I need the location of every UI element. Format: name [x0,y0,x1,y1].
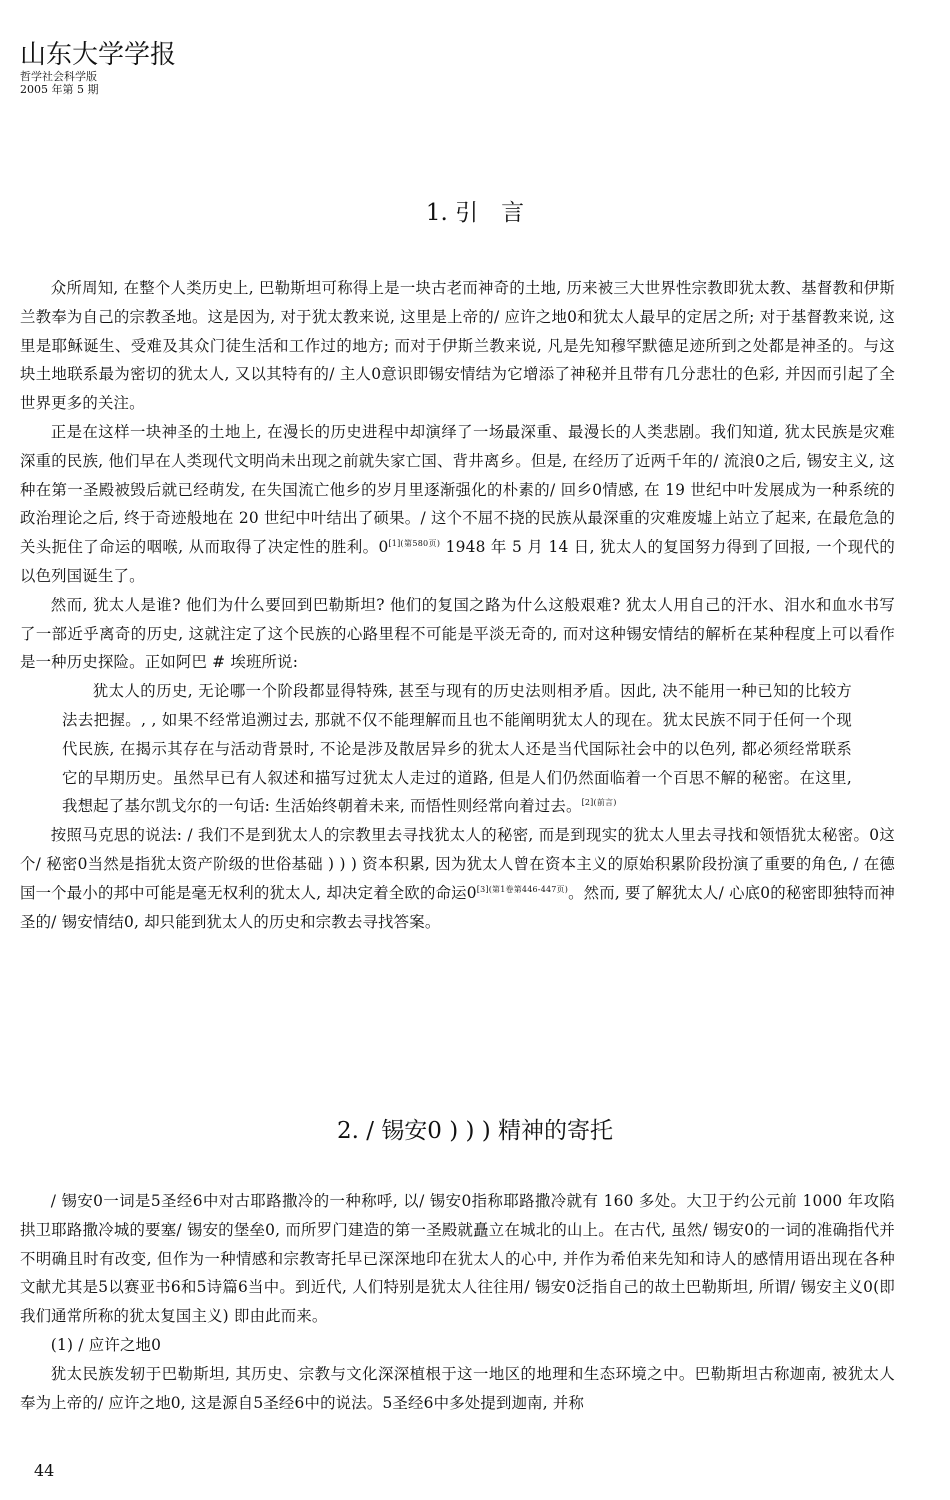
citation-ref: [2](前言) [581,798,617,808]
journal-issue: 2005 年第 5 期 [20,83,99,96]
section-body-zion [20,1187,895,1417]
citation-ref: [1](第580页) [388,539,441,549]
body-paragraph: 然而, 犹太人是谁? 他们为什么要回到巴勒斯坦? 他们的复国之路为什么这般艰难? 犹太人用自己的汗水、泪水和血水书写了一部近乎离奇的历史, 这就注定了这个民族的心路里程不可能是平淡无奇的, 而对这种锡安情结的解析在某种程度上可以看作是一种历史探险。正如阿巴 # 埃班所说: [20,595,895,672]
journal-title: 山东大学学报 [20,40,177,70]
section-heading-introduction: 1. 引 言 [425,200,525,226]
body-paragraph: 众所周知, 在整个人类历史上, 巴勒斯坦可称得上是一块古老而神奇的土地, 历来被三大世界性宗教即犹太教、基督教和伊斯兰教奉为自己的宗教圣地。这是因为, 对于犹太教来说, 这里是上帝的/ 应许之地0和犹太人最早的定居之所; 对于基督教来说, 这里是耶稣诞生、受难及其众门徒生活和工作过的地方; 而对于伊斯兰教来说, 凡是先知穆罕默德足迹所到之处都是神圣的。与这块土地联系最为密切的犹太人, 又以其特有的/ 主人0意识即锡安情结为它增添了神秘并且带有几分悲壮的色彩, 并因而引起了全世界更多的关注。 [20,279,895,413]
body-paragraph [20,821,895,936]
paragraph-text: 。然而, 要了解犹太人/ 心底0的秘密即独特而神圣的/ 锡安情结0, 却只能到犹太人的历史和宗教去寻找答案。 [20,883,895,931]
page-number: 44 [34,1461,55,1480]
quote-text: 犹太人的历史, 无论哪一个阶段都显得特殊, 甚至与现有的历史法则相矛盾。因此, 决不能用一种已知的比较方法去把握。, , 如果不经常追溯过去, 那就不仅不能理解而且也不能阐明犹太人的现在。犹太民族不同于任何一个现代民族, 在揭示其存在与活动背景时, 不论是涉及散居异乡的犹太人还是当代国际社会中的以色列, 都必须经常联系它的早期历史。虽然早已有人叙述和描写过犹太人走过的道路, 但是人们仍然面临着一个百思不解的秘密。在这里, 我想起了基尔凯戈尔的一句话: 生活始终朝着未来, 而悟性则经常向着过去。 [62,682,852,816]
paragraph-text: 正是在这样一块神圣的土地上, 在漫长的历史进程中却演绎了一场最深重、最漫长的人类悲剧。我们知道, 犹太民族是灾难深重的民族, 他们早在人类现代文明尚未出现之前就失家亡国、背井离乡。但是, 在经历了近两千年的/ 流浪0之后, 锡安主义, 这种在第一圣殿被毁后就已经萌发, 在失国流亡他乡的岁月里逐渐强化的朴素的/ 回乡0情感, 在 19 世纪中叶发展成为一种系统的政治理论之后, 终于奇迹般地在 20 世纪中叶结出了硕果。/ 这个不屈不挠的民族从最深重的灾难废墟上站立了起来, 在最危急的关头扼住了命运的咽喉, 从而取得了决定性的胜利。0 [20,422,895,557]
body-paragraph: 犹太民族发轫于巴勒斯坦, 其历史、宗教与文化深深植根于这一地区的地理和生态环境之中。巴勒斯坦古称迦南, 被犹太人奉为上帝的/ 应许之地0, 这是源自5圣经6中的说法。5圣经6中多处提到迦南, 并称 [20,1364,895,1412]
paragraph-text: 按照马克思的说法: / 我们不是到犹太人的宗教里去寻找犹太人的秘密, 而是到现实的犹太人里去寻找和领悟犹太秘密。0这个/ 秘密0当然是指犹太资产阶级的世俗基础 ) ) ) 资本积累, 因为犹太人曾在资本主义的原始积累阶段扮演了重要的角色, / 在德国一个最小的邦中可能是毫无权利的犹太人, 却决定着全欧的命运0 [20,826,895,902]
block-quote [20,677,852,821]
citation-ref: [3](第1卷第446-447页) [476,884,569,894]
journal-masthead [20,40,176,96]
journal-series: 哲学社会科学版 [20,70,97,83]
subsection-heading: (1) / 应许之地0 [50,1335,162,1354]
body-paragraph [20,418,895,591]
section-heading-zion: 2. / 锡安0 ) ) ) 精神的寄托 [336,1118,614,1144]
section-body-introduction [20,274,895,936]
body-paragraph: / 锡安0一词是5圣经6中对古耶路撒冷的一种称呼, 以/ 锡安0指称耶路撒冷就有 160 多处。大卫于约公元前 1000 年攻陷拱卫耶路撒冷城的要塞/ 锡安的堡垒0, 而所罗门建造的第一圣殿就矗立在城北的山上。在古代, 虽然/ 锡安0的一词的准确指代并不明确且时有改变, 但作为一种情感和宗教寄托早已深深地印在犹太人的心中, 并作为希伯来先知和诗人的感情用语出现在各种文献尤其是5以赛亚书6和5诗篇6当中。到近代, 人们特别是犹太人往往用/ 锡安0泛指自己的故土巴勒斯坦, 所谓/ 锡安主义0(即我们通常所称的犹太复国主义) 即由此而来。 [20,1192,895,1326]
paragraph-text: 1948 年 5 月 14 日, 犹太人的复国努力得到了回报, 一个现代的以色列国诞生了。 [20,538,896,585]
